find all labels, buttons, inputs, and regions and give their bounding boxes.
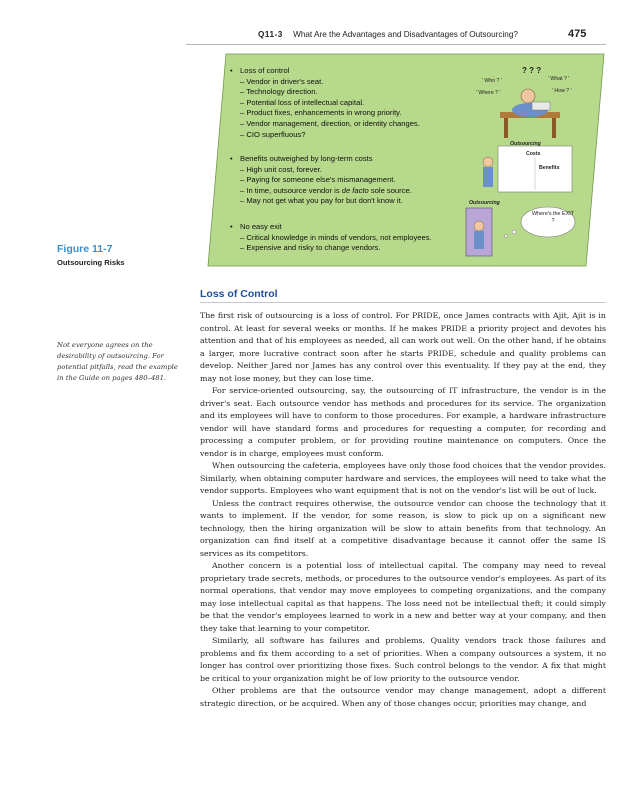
risk-group-no-easy-exit — [230, 222, 432, 254]
paragraph: Unless the contract requires otherwise, the outsource vendor can choose the technology that it wants to implement. If the vendor, for some reason, is slow to pick up on a significant new technology, then the hiring organization will be slow to attain benefits from that technology. An organization can find itself at a competitive disadvantage because it cannot offer the same IS services as its competitors. — [200, 498, 606, 558]
paragraph: For service-oriented outsourcing, say, the outsourcing of IT infrastructure, the vendor is in the driver's seat. Each outsource vendor has methods and procedures for its service. The organization and its employees will have to conform to those procedures. For example, a hardware infrastructure vendor will have standard forms and procedures for requesting a computer, for recording and processing a computer problem, or for providing routine maintenance on computers. Once the vendor is in charge, employees must conform. — [200, 386, 606, 458]
risk-group-long-term-costs — [230, 154, 412, 207]
risk-group-loss-of-control — [230, 66, 420, 140]
person-body — [483, 167, 493, 187]
figure-label: Figure 11-7 — [57, 243, 113, 255]
label-outsourcing: Outsourcing — [469, 200, 500, 206]
list-item: – Vendor in driver's seat. — [230, 77, 420, 88]
person-head — [521, 89, 535, 103]
list-item — [230, 186, 412, 197]
page-number: 475 — [568, 28, 587, 40]
bubble-text: Where's the EXIT ? — [531, 211, 575, 224]
person-body — [474, 231, 484, 249]
papers — [532, 102, 550, 110]
header-rule — [186, 44, 606, 45]
label-what: ' What ? ' — [548, 76, 570, 82]
label-costs: Costs — [526, 151, 541, 157]
label-how: ' How ? ' — [552, 88, 572, 94]
figure-outsourcing-risks — [186, 52, 606, 274]
paragraph: Another concern is a potential loss of intellectual capital. The company may need to reveal proprietary trade secrets, methods, or procedures to the outsource vendor's employees. As part of its normal operations, that vendor may move employees to competing organizations, and the company may lose intellectual capital as that happens. The loss need not be intellectual theft; it could simply be that the vendor's employees learned to work in a new and better way at your company, and then they take that learning to your competitor. — [200, 561, 606, 633]
section-rule — [200, 302, 606, 303]
list-item: – Expensive and risky to change vendors. — [230, 243, 432, 254]
figure-caption: Outsourcing Risks — [57, 258, 125, 267]
bubble-dot — [505, 235, 508, 238]
paragraph: Other problems are that the outsource vendor may change management, adopt a different strategic direction, or be acquired. When any of those changes occur, priorities may change, and — [200, 686, 606, 708]
paragraph: Similarly, all software has failures and problems. Quality vendors track those failures and problems and fix them according to a set of priorities. When a company outsources a system, it no longer has control over prioritizing those fixes. Such control belongs to the vendor. A fix that might be critical to your organization might be of low priority to the outsource vendor. — [200, 636, 606, 683]
exit-illustration — [438, 200, 578, 266]
list-item: – CIO superfluous? — [230, 130, 420, 141]
margin-note: Not everyone agrees on the desirability of outsourcing. For potential pitfalls, read the example in the Guide on pages 480–481. — [57, 341, 178, 382]
label-outsourcing: Outsourcing — [510, 141, 541, 147]
question-marks: ? ? ? — [522, 66, 542, 75]
paragraph: The first risk of outsourcing is a loss of control. For PRIDE, once James contracts with Ajit, Ajit is in control. At least for several weeks or months. If he makes PRIDE a priority project and devotes his attention and that of his employees as needed, all can work out well. On the other hand, if he obtains a larger, more lucrative contract soon after he starts PRIDE, schedule and quality problems can develop. Neither Jared nor James has any control over this eventuality. If they pay at the end, they may not lose money, but they can lose time. — [200, 311, 606, 383]
costs-benefits-illustration — [478, 140, 578, 198]
running-header — [258, 28, 587, 40]
body-text — [200, 310, 606, 710]
list-item: – Vendor management, direction, or identity changes. — [230, 119, 420, 130]
label-where: ' Where ? ' — [476, 90, 501, 96]
label-benefits: Benefits — [539, 165, 560, 171]
list-item: – May not get what you pay for but don't know it. — [230, 196, 412, 207]
person-head — [474, 221, 484, 231]
desk-leg — [504, 118, 508, 138]
bubble-dot — [512, 230, 516, 234]
section-code: Q11-3 — [258, 30, 283, 39]
list-item: – Critical knowledge in minds of vendors, not employees. — [230, 233, 432, 244]
group-title: • Loss of control — [230, 66, 420, 77]
label-who: ' Who ? ' — [482, 78, 502, 84]
list-item: – Product fixes, enhancements in wrong priority. — [230, 108, 420, 119]
list-item: – Paying for someone else's mismanagement. — [230, 175, 412, 186]
list-item: – High unit cost, forever. — [230, 165, 412, 176]
list-item: – Potential loss of intellectual capital. — [230, 98, 420, 109]
text-run: sole source. — [368, 185, 412, 195]
list-item: – Technology direction. — [230, 87, 420, 98]
section-title: Loss of Control — [200, 288, 278, 300]
group-title: • No easy exit — [230, 222, 432, 233]
paragraph: When outsourcing the cafeteria, employees have only those food choices that the vendor provides. Similarly, when obtaining computer hardware and services, the employees will need to take what the vendor supports. Employees who want equipment that is not on the vendor's list will be out of luck. — [200, 461, 606, 495]
text-run: In time, outsource vendor is — [246, 185, 342, 195]
person-head — [483, 157, 493, 167]
group-title: • Benefits outweighed by long-term costs — [230, 154, 412, 165]
header-title: What Are the Advantages and Disadvantages of Outsourcing? — [293, 30, 518, 39]
desk-leg — [552, 118, 556, 138]
text-run-italic: de facto — [341, 185, 369, 195]
